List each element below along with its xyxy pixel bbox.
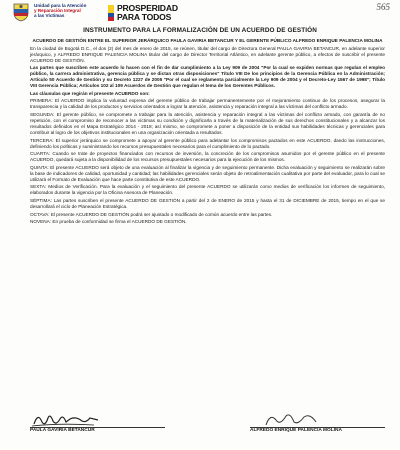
coat-of-arms-icon: [12, 2, 30, 22]
handwritten-signature-right: [260, 410, 340, 428]
ministry-line-2: y Reparación Integral: [34, 8, 81, 14]
clause-fifth: QUINTA: El presente ACUERDO será objeto de una evaluación al finalizar la vigencia y de seguimiento permanente. Dicha evaluación y seguimiento se realizarán sobre la base de indicadores de calidad, oportunidad y cantidad; las habilidades gerenciales serán objeto de retroalimentación cualitativa por parte del evaluador, para lo cual se utilizará el Formato de Evaluación que hace parte constitutiva de este ACUERDO.: [30, 164, 385, 182]
ministry-line-1: Unidad para la Atención: [34, 3, 87, 8]
paragraph-clauses-lead: Las cláusulas que regirán el presente ACUERDO son:: [30, 90, 150, 96]
handwritten-signature-left: [30, 410, 110, 428]
prosperity-line-2: PARA TODOS: [117, 12, 172, 22]
clause-fourth: CUARTA: Cuando se trate de proyectos financiados con recursos de inversión, la concreción de los compromisos asumidos por el gerente público en el presente ACUERDO, quedará sujeta a la disponibilidad de los recursos presupuestales necesarios para la ejecución de los mismos.: [30, 151, 385, 163]
folio-number: 565: [376, 2, 390, 12]
clause-second: SEGUNDA: El gerente público, se compromete a trabajar para la atención, asistencia y reparación integral a las víctimas del conflicto armado, con garantía de no repetición, con el compromiso de reconocer a las víctimas su condición y dignificarla a través de la materialización de sus derechos constitucionales y a alcanzar los resultados definidos en el Mapa Estratégico 2014 - 2018; así mismo, se compromete a poner a disposición de la entidad sus habilidades técnicas y gerenciales para contribuir al logro de los objetivos institucionales en una organización orientada a resultados.: [30, 111, 385, 135]
clause-first: PRIMERA: El ACUERDO implica la voluntad expresa del gerente público de trabajar permanentemente por el mejoramiento continuo de los procesos, asegurar la transparencia y la calidad de los productos y servicios orientados a lograr la atención, asistencia y reparación integral a las víctimas del conflicto armado.: [30, 98, 385, 110]
agreement-heading: ACUERDO DE GESTIÓN ENTRE EL SUPERIOR JERÁRQUICO PAULA GAVIRIA BETANCUR Y EL GERENTE PÚBLICO ALFREDO ENRIQUE PALENCIA MOLINA: [32, 38, 383, 43]
paragraph-legal-basis: Las partes que suscriben este acuerdo lo hacen con el fin de dar cumplimiento a la Ley 909 de 2004 "Por la cual se expiden normas que regulan el empleo público, la carrera administrativa, gerencia pública y se dictan otras disposiciones" Título VIII De los principios de la Gerencia Pública en la Administración; Artículo 50 Acuerdo de Gestión y su Decreto 1227 de 2005 "Por el cual se reglamenta parcialmente la Ley 909 de 2004 y el Decreto-Ley 1567 de 1998"; Título VIII Gerencia Pública; Artículos 102 al 109 Acuerdos de Gestión que regulan el tema de los Gerentes Públicos.: [30, 65, 385, 89]
ministry-logo-text: [34, 3, 106, 19]
clause-third: TERCERA: El superior jerárquico se compromete a apoyar al gerente público para adelantar los compromisos pactados en este ACUERDO, dando las instrucciones, definiendo los políticas y suministrando los recursos presupuestales necesarios para el cumplimiento de lo pactado.: [30, 137, 385, 149]
clause-sixth: SEXTA: Medios de Verificación. Para la evaluación y el seguimiento del presente ACUERDO se utilizarán como medios de verificación los informes de seguimiento, elaborados durante la vigencia por la Oficina Asesora de Planeación.: [30, 184, 385, 196]
signature-block: [30, 424, 385, 446]
clause-ninth: NOVENA: En prueba de conformidad se firma el ACUERDO DE GESTIÓN.: [30, 219, 187, 225]
clause-seventh: SÉPTIMA: Las partes suscriben el presente ACUERDO DE GESTIÓN a partir del 2 de ENERO de 2015 y hasta el 31 de DICIEMBRE de 2015, tiempo en el que se desarrollará el ciclo de Planeación Estratégica.: [30, 197, 385, 209]
document-title: INSTRUMENTO PARA LA FORMALIZACIÓN DE UN ACUERDO DE GESTIÓN: [83, 27, 317, 34]
clause-eighth: OCTAVA: El presente ACUERDO DE GESTIÓN podrá ser ajustado o modificado de común acuerdo entre las partes.: [30, 211, 273, 217]
paragraph-intro: En la ciudad de Bogotá D.C., el dos (2) del mes de enero de 2015, se reúnen, titular del cargo de Directora General PAULA GAVIRIA BETANCUR, en adelante superior jerárquico, y ALFREDO ENRIQUE PALENCIA MOLINA titular del cargo de Director Territorial Atlántico, en adelante gerente público, a efectos de suscribir el presente ACUERDO DE GESTIÓN.: [30, 45, 385, 63]
signer-name-left: PAULA GAVIRIA BETANCUR: [30, 428, 95, 433]
colombia-flag-icon: [108, 5, 114, 21]
prosperity-logo: [117, 4, 178, 22]
ministry-line-3: a las Víctimas: [34, 13, 65, 19]
document-body: [30, 38, 385, 227]
signer-name-right: ALFREDO ENRIQUE PALENCIA MOLINA: [250, 428, 342, 433]
prosperity-line-1: PROSPERIDAD: [117, 3, 178, 13]
document-header: [8, 2, 392, 24]
